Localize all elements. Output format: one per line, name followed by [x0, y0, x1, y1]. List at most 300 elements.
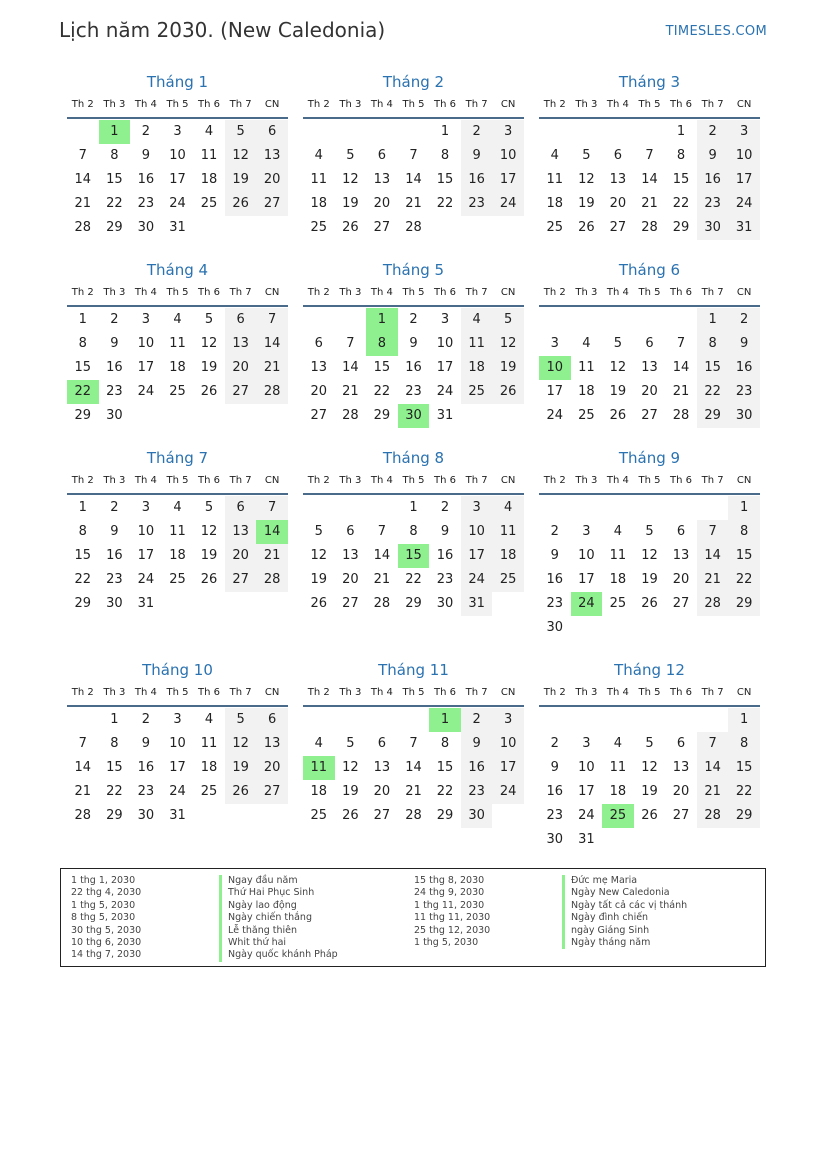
days-grid — [539, 708, 760, 852]
weekday-label: Th 2 — [543, 287, 566, 298]
empty-cell — [602, 616, 634, 640]
day-cell: 15 — [672, 172, 690, 187]
day-cell: 19 — [200, 548, 218, 563]
days-grid — [539, 496, 760, 640]
day-cell: 14 — [74, 172, 92, 187]
day-cell: 14 — [74, 760, 92, 775]
days-grid — [67, 708, 288, 828]
day-cell: 6 — [256, 120, 288, 144]
empty-cell — [366, 120, 398, 144]
day-cell: 29 — [106, 220, 123, 235]
day-cell: 31 — [169, 220, 186, 235]
empty-cell — [461, 216, 493, 240]
day-cell: 19 — [641, 784, 658, 799]
empty-cell — [665, 828, 697, 852]
day-cell: 23 — [436, 572, 454, 587]
day-cell: 24 — [546, 408, 564, 423]
day-cell: 9 — [697, 144, 729, 168]
day-cell: 20 — [256, 756, 288, 780]
day-cell: 22 — [697, 380, 729, 404]
empty-cell — [256, 804, 288, 828]
day-cell: 10 — [539, 356, 571, 380]
empty-cell — [634, 828, 666, 852]
day-cell: 20 — [373, 196, 391, 211]
day-cell: 4 — [173, 500, 182, 515]
day-cell: 26 — [342, 808, 359, 823]
weekday-label: CN — [264, 99, 280, 110]
weekday-label: CN — [264, 287, 280, 298]
day-cell: 23 — [106, 572, 123, 587]
day-cell: 26 — [641, 596, 658, 611]
day-cell: 6 — [377, 736, 387, 751]
day-cell: 1 — [366, 308, 398, 332]
day-cell: 15 — [74, 360, 92, 375]
day-cell: 25 — [310, 808, 328, 823]
day-cell: 25 — [546, 220, 564, 235]
day-cell: 31 — [461, 592, 493, 616]
holiday-name: Whit thứ hai — [219, 937, 338, 949]
empty-cell — [728, 616, 760, 640]
weekday-label: Th 4 — [606, 99, 629, 110]
day-cell: 5 — [225, 120, 257, 144]
day-cell: 7 — [78, 148, 87, 163]
empty-cell — [602, 120, 634, 144]
weekday-label: Th 3 — [103, 99, 126, 110]
day-cell: 19 — [225, 168, 257, 192]
weekday-label: Th 4 — [134, 475, 157, 486]
day-cell: 10 — [461, 520, 493, 544]
day-cell: 22 — [436, 196, 454, 211]
day-cell: 25 — [169, 572, 186, 587]
weekday-label: Th 4 — [370, 475, 393, 486]
weekday-label: Th 2 — [543, 99, 566, 110]
day-cell: 21 — [405, 784, 422, 799]
day-cell: 15 — [74, 548, 92, 563]
weekday-label: Th 6 — [198, 99, 221, 110]
day-cell: 15 — [728, 544, 760, 568]
empty-cell — [665, 496, 697, 520]
day-cell: 30 — [728, 404, 760, 428]
day-cell: 2 — [697, 120, 729, 144]
day-cell: 14 — [256, 332, 288, 356]
day-cell: 5 — [645, 524, 654, 539]
days-grid — [539, 308, 760, 428]
day-cell: 21 — [342, 384, 359, 399]
day-cell: 21 — [641, 196, 658, 211]
day-cell: 26 — [492, 380, 524, 404]
empty-cell — [335, 120, 367, 144]
legend-left-names — [219, 875, 338, 962]
day-cell: 21 — [697, 780, 729, 804]
day-cell: 20 — [672, 784, 690, 799]
weekday-label: Th 5 — [402, 287, 425, 298]
day-cell: 16 — [728, 356, 760, 380]
day-cell: 22 — [67, 380, 99, 404]
weekday-label: Th 3 — [103, 287, 126, 298]
day-cell: 24 — [169, 784, 186, 799]
day-cell: 21 — [256, 356, 288, 380]
weekday-label: Th 2 — [543, 687, 566, 698]
empty-cell — [398, 708, 430, 732]
empty-cell — [634, 496, 666, 520]
day-cell: 12 — [342, 760, 359, 775]
day-cell: 30 — [546, 832, 564, 847]
empty-cell — [303, 496, 335, 520]
day-cell: 9 — [110, 336, 119, 351]
weekday-label: Th 3 — [575, 687, 598, 698]
empty-cell — [634, 708, 666, 732]
weekday-header — [67, 281, 288, 307]
holiday-name: Ngày quốc khánh Pháp — [219, 949, 338, 961]
day-cell: 12 — [225, 732, 257, 756]
day-cell: 25 — [578, 408, 595, 423]
month-name: Tháng 10 — [142, 661, 213, 679]
day-cell: 1 — [78, 312, 87, 327]
weekday-label: Th 5 — [638, 287, 661, 298]
day-cell: 3 — [141, 312, 151, 327]
weekday-label: CN — [736, 287, 752, 298]
day-cell: 5 — [204, 312, 214, 327]
day-cell: 1 — [110, 712, 119, 727]
holiday-name: Lễ thăng thiên — [219, 925, 338, 937]
day-cell: 19 — [578, 196, 595, 211]
day-cell: 16 — [546, 784, 564, 799]
month-name: Tháng 4 — [146, 261, 209, 279]
day-cell: 22 — [106, 196, 123, 211]
day-cell: 25 — [169, 384, 186, 399]
days-grid — [303, 120, 524, 240]
day-cell: 18 — [310, 784, 328, 799]
month-calendar — [539, 448, 760, 660]
empty-cell — [193, 804, 225, 828]
weekday-label: CN — [264, 687, 280, 698]
weekday-label: Th 7 — [465, 99, 488, 110]
day-cell: 10 — [137, 336, 155, 351]
weekday-label: CN — [736, 99, 752, 110]
empty-cell — [398, 120, 430, 144]
empty-cell — [665, 308, 697, 332]
weekday-label: Th 5 — [166, 99, 189, 110]
day-cell: 21 — [74, 196, 92, 211]
day-cell: 16 — [137, 172, 155, 187]
day-cell: 17 — [492, 756, 524, 780]
weekday-header — [67, 681, 288, 707]
day-cell: 25 — [200, 196, 218, 211]
day-cell: 24 — [578, 808, 595, 823]
day-cell: 19 — [342, 196, 359, 211]
holiday-name: Ngày lao động — [219, 900, 338, 912]
day-cell: 9 — [550, 760, 559, 775]
day-cell: 26 — [225, 780, 257, 804]
day-cell: 28 — [641, 220, 658, 235]
empty-cell — [492, 804, 524, 828]
weekday-label: CN — [736, 687, 752, 698]
month-name: Tháng 3 — [618, 73, 681, 91]
weekday-label: Th 3 — [339, 99, 362, 110]
holiday-date: 1 thg 5, 2030 — [71, 899, 136, 911]
empty-cell — [697, 616, 729, 640]
holiday-date: 10 thg 6, 2030 — [71, 936, 142, 948]
day-cell: 23 — [461, 780, 493, 804]
day-cell: 9 — [461, 732, 493, 756]
day-cell: 18 — [492, 544, 524, 568]
day-cell: 1 — [697, 308, 729, 332]
day-cell: 23 — [405, 384, 422, 399]
month-name: Tháng 11 — [378, 661, 449, 679]
month-calendar — [303, 660, 524, 848]
weekday-header — [539, 281, 760, 307]
day-cell: 25 — [602, 804, 634, 828]
day-cell: 9 — [110, 524, 119, 539]
day-cell: 4 — [613, 524, 623, 539]
day-cell: 17 — [578, 572, 595, 587]
brand-link[interactable]: TIMESLES.COM — [665, 24, 767, 39]
day-cell: 30 — [106, 596, 123, 611]
weekday-label: Th 5 — [402, 687, 425, 698]
day-cell: 25 — [609, 596, 627, 611]
day-cell: 1 — [429, 708, 461, 732]
day-cell: 11 — [461, 332, 493, 356]
day-cell: 29 — [436, 808, 454, 823]
day-cell: 16 — [137, 760, 155, 775]
empty-cell — [130, 404, 162, 428]
day-cell: 18 — [200, 172, 218, 187]
day-cell: 28 — [697, 592, 729, 616]
weekday-label: Th 6 — [670, 287, 693, 298]
day-cell: 14 — [697, 544, 729, 568]
empty-cell — [193, 216, 225, 240]
day-cell: 24 — [461, 568, 493, 592]
day-cell: 1 — [440, 124, 450, 139]
day-cell: 11 — [169, 524, 186, 539]
weekday-label: Th 6 — [434, 475, 457, 486]
days-grid — [303, 708, 524, 828]
empty-cell — [256, 592, 288, 616]
day-cell: 16 — [106, 360, 123, 375]
month-name: Tháng 6 — [618, 261, 681, 279]
day-cell: 3 — [550, 336, 559, 351]
empty-cell — [303, 308, 335, 332]
day-cell: 6 — [377, 148, 387, 163]
day-cell: 9 — [461, 144, 493, 168]
weekday-label: Th 7 — [229, 287, 252, 298]
day-cell: 26 — [578, 220, 595, 235]
empty-cell — [602, 708, 634, 732]
day-cell: 7 — [676, 336, 686, 351]
weekday-label: Th 2 — [71, 475, 94, 486]
day-cell: 30 — [436, 596, 454, 611]
day-cell: 14 — [641, 172, 658, 187]
weekday-label: Th 6 — [670, 475, 693, 486]
day-cell: 4 — [461, 308, 493, 332]
day-cell: 1 — [728, 708, 760, 732]
holiday-name: Ngày chiến thắng — [219, 912, 338, 924]
day-cell: 17 — [578, 784, 595, 799]
day-cell: 20 — [641, 384, 658, 399]
day-cell: 3 — [582, 736, 591, 751]
day-cell: 3 — [141, 500, 151, 515]
weekday-label: Th 7 — [701, 99, 724, 110]
weekday-label: Th 4 — [134, 287, 157, 298]
day-cell: 21 — [373, 572, 391, 587]
day-cell: 13 — [225, 332, 257, 356]
weekday-label: Th 6 — [198, 475, 221, 486]
day-cell: 5 — [225, 708, 257, 732]
empty-cell — [634, 616, 666, 640]
month-name: Tháng 2 — [382, 73, 445, 91]
day-cell: 12 — [578, 172, 595, 187]
day-cell: 8 — [78, 336, 87, 351]
empty-cell — [665, 708, 697, 732]
empty-cell — [571, 120, 603, 144]
day-cell: 10 — [492, 144, 524, 168]
day-cell: 17 — [546, 384, 564, 399]
day-cell: 6 — [346, 524, 355, 539]
day-cell: 12 — [225, 144, 257, 168]
empty-cell — [665, 616, 697, 640]
day-cell: 18 — [609, 784, 627, 799]
empty-cell — [492, 216, 524, 240]
day-cell: 28 — [405, 220, 422, 235]
weekday-header — [303, 681, 524, 707]
holiday-name: Ngày New Caledonia — [562, 887, 687, 899]
weekday-label: Th 2 — [543, 475, 566, 486]
weekday-label: Th 7 — [229, 475, 252, 486]
weekday-label: Th 5 — [402, 475, 425, 486]
day-cell: 20 — [256, 168, 288, 192]
day-cell: 5 — [613, 336, 623, 351]
day-cell: 30 — [546, 620, 564, 635]
day-cell: 2 — [550, 736, 559, 751]
day-cell: 17 — [169, 760, 186, 775]
weekday-label: Th 2 — [307, 287, 330, 298]
weekday-label: Th 6 — [198, 687, 221, 698]
day-cell: 20 — [373, 784, 391, 799]
day-cell: 15 — [728, 756, 760, 780]
empty-cell — [162, 404, 194, 428]
weekday-label: Th 3 — [339, 687, 362, 698]
weekday-label: Th 7 — [229, 99, 252, 110]
day-cell: 16 — [436, 548, 454, 563]
day-cell: 19 — [310, 572, 328, 587]
weekday-label: CN — [500, 475, 516, 486]
day-cell: 3 — [440, 312, 450, 327]
day-cell: 10 — [578, 548, 595, 563]
day-cell: 18 — [461, 356, 493, 380]
day-cell: 20 — [225, 356, 257, 380]
day-cell: 6 — [314, 336, 323, 351]
day-cell: 9 — [141, 736, 151, 751]
day-cell: 2 — [409, 312, 418, 327]
day-cell: 2 — [728, 308, 760, 332]
weekday-label: Th 4 — [606, 687, 629, 698]
day-cell: 7 — [645, 148, 654, 163]
day-cell: 18 — [169, 548, 186, 563]
weekday-label: Th 2 — [307, 99, 330, 110]
day-cell: 8 — [440, 736, 450, 751]
weekday-label: Th 2 — [71, 287, 94, 298]
day-cell: 24 — [137, 572, 155, 587]
empty-cell — [492, 592, 524, 616]
day-cell: 14 — [697, 756, 729, 780]
day-cell: 26 — [641, 808, 658, 823]
day-cell: 12 — [492, 332, 524, 356]
day-cell: 28 — [405, 808, 422, 823]
empty-cell — [461, 404, 493, 428]
day-cell: 1 — [676, 124, 686, 139]
day-cell: 31 — [137, 596, 155, 611]
empty-cell — [162, 592, 194, 616]
day-cell: 10 — [169, 148, 186, 163]
day-cell: 8 — [78, 524, 87, 539]
holiday-name: Ngày đình chiến — [562, 912, 687, 924]
day-cell: 24 — [169, 196, 186, 211]
weekday-label: Th 5 — [638, 687, 661, 698]
day-cell: 17 — [461, 544, 493, 568]
day-cell: 10 — [492, 732, 524, 756]
day-cell: 13 — [342, 548, 359, 563]
holiday-date: 30 thg 5, 2030 — [71, 924, 142, 936]
weekday-header — [67, 469, 288, 495]
day-cell: 25 — [492, 568, 524, 592]
day-cell: 11 — [492, 520, 524, 544]
day-cell: 10 — [436, 336, 454, 351]
empty-cell — [366, 708, 398, 732]
day-cell: 24 — [492, 780, 524, 804]
day-cell: 9 — [440, 524, 450, 539]
day-cell: 2 — [110, 500, 119, 515]
empty-cell — [225, 404, 257, 428]
day-cell: 23 — [137, 196, 155, 211]
day-cell: 17 — [728, 168, 760, 192]
weekday-label: Th 4 — [370, 687, 393, 698]
day-cell: 30 — [106, 408, 123, 423]
day-cell: 13 — [672, 760, 690, 775]
day-cell: 17 — [169, 172, 186, 187]
day-cell: 7 — [409, 148, 418, 163]
day-cell: 5 — [346, 736, 355, 751]
day-cell: 9 — [141, 148, 151, 163]
weekday-label: Th 7 — [229, 687, 252, 698]
weekday-label: CN — [736, 475, 752, 486]
day-cell: 30 — [137, 220, 155, 235]
holiday-date: 25 thg 12, 2030 — [414, 924, 491, 936]
day-cell: 8 — [676, 148, 686, 163]
day-cell: 9 — [409, 336, 418, 351]
empty-cell — [539, 120, 571, 144]
day-cell: 16 — [405, 360, 422, 375]
empty-cell — [67, 120, 99, 144]
day-cell: 22 — [436, 784, 454, 799]
empty-cell — [429, 216, 461, 240]
day-cell: 22 — [405, 572, 422, 587]
day-cell: 19 — [342, 784, 359, 799]
weekday-label: Th 5 — [166, 687, 189, 698]
day-cell: 4 — [613, 736, 623, 751]
empty-cell — [256, 404, 288, 428]
day-cell: 7 — [256, 308, 288, 332]
day-cell: 4 — [204, 124, 214, 139]
empty-cell — [225, 804, 257, 828]
day-cell: 29 — [74, 408, 92, 423]
day-cell: 24 — [728, 192, 760, 216]
day-cell: 4 — [492, 496, 524, 520]
days-grid — [539, 120, 760, 240]
holiday-legend — [60, 868, 766, 967]
day-cell: 24 — [571, 592, 603, 616]
day-cell: 11 — [609, 548, 627, 563]
day-cell: 18 — [200, 760, 218, 775]
